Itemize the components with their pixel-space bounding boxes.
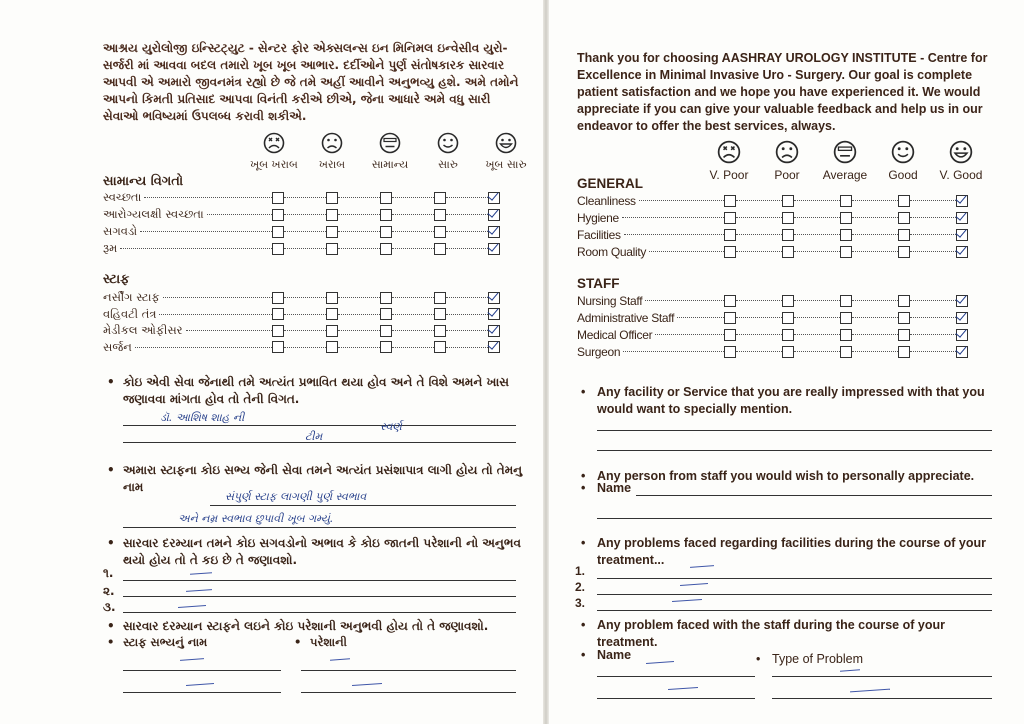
rating-checkbox[interactable] <box>488 243 500 255</box>
rating-checkbox[interactable] <box>782 295 794 307</box>
dotted-leader <box>338 248 380 249</box>
rating-row <box>103 190 500 205</box>
rating-checkbox[interactable] <box>840 229 852 241</box>
pen-mark <box>330 658 350 660</box>
rating-row <box>103 241 500 256</box>
dotted-leader <box>645 300 724 301</box>
rating-checkbox[interactable] <box>724 195 736 207</box>
very-good-face <box>932 140 990 182</box>
rating-checkbox[interactable] <box>380 226 392 238</box>
rating-checkbox[interactable] <box>724 346 736 358</box>
very-poor-face <box>700 140 758 182</box>
poor-face <box>758 140 816 182</box>
dotted-leader <box>446 297 488 298</box>
dotted-leader <box>446 347 488 348</box>
gujarati-question-staff-problem: • સારવાર દરમ્યાન સ્ટાફને લઇને કોઇ પરેશાની અનુભવી હોય તો તે જણાવશો. <box>123 618 523 635</box>
dotted-leader <box>852 251 898 252</box>
row-label: સ્વચ્છતા <box>103 190 142 204</box>
rating-checkbox[interactable] <box>898 246 910 258</box>
answer-line[interactable] <box>123 527 516 528</box>
rating-checkbox[interactable] <box>956 295 968 307</box>
row-label: Hygiene <box>577 210 619 225</box>
rating-row <box>577 227 968 242</box>
bad-face <box>303 132 361 172</box>
answer-line[interactable] <box>123 692 281 693</box>
dotted-leader <box>794 251 840 252</box>
rating-row <box>577 244 968 259</box>
rating-checkbox[interactable] <box>724 295 736 307</box>
english-question-facilities: • Any problems faced regarding facilities during the course of your treatment... <box>597 535 1002 569</box>
dotted-leader <box>338 330 380 331</box>
english-staff-title: STAFF <box>577 276 620 291</box>
dotted-leader <box>910 217 956 218</box>
rating-checkbox[interactable] <box>898 329 910 341</box>
row-label: Medical Officer <box>577 327 653 342</box>
rating-label: V. Poor <box>709 168 749 182</box>
dotted-leader <box>135 347 272 348</box>
dotted-leader <box>120 248 272 249</box>
rating-checkbox[interactable] <box>272 192 284 204</box>
rating-row <box>577 310 968 325</box>
dotted-leader <box>910 300 956 301</box>
answer-line[interactable] <box>772 676 992 677</box>
answer-line[interactable] <box>597 450 992 451</box>
dotted-leader <box>736 217 782 218</box>
rating-row <box>577 344 968 359</box>
rating-checkbox[interactable] <box>488 292 500 304</box>
rating-checkbox[interactable] <box>898 229 910 241</box>
english-page <box>550 0 1024 724</box>
rating-checkbox[interactable] <box>840 329 852 341</box>
pen-mark <box>840 669 860 671</box>
rating-checkbox[interactable] <box>782 346 794 358</box>
rating-label: ખૂબ ખરાબ <box>250 158 298 171</box>
rating-label: Poor <box>774 168 800 182</box>
pen-mark <box>180 658 204 661</box>
dotted-leader <box>910 234 956 235</box>
dotted-leader <box>284 248 326 249</box>
rating-checkbox[interactable] <box>380 243 392 255</box>
rating-checkbox[interactable] <box>434 243 446 255</box>
dotted-leader <box>736 317 782 318</box>
rating-checkbox[interactable] <box>380 308 392 320</box>
dotted-leader <box>446 197 488 198</box>
rating-checkbox[interactable] <box>272 209 284 221</box>
list-number: ૧. <box>103 566 114 580</box>
dotted-leader <box>736 200 782 201</box>
rating-checkbox[interactable] <box>434 292 446 304</box>
rating-checkbox[interactable] <box>488 341 500 353</box>
problem-header: • પરેશાની <box>310 634 347 651</box>
answer-line[interactable] <box>123 580 516 581</box>
dotted-leader <box>392 197 434 198</box>
dotted-leader <box>186 330 272 331</box>
dotted-leader <box>284 347 326 348</box>
good-face <box>874 140 932 182</box>
english-question-impressed: • Any facility or Service that you are really impressed with that you would want to specially mention. <box>597 384 1002 418</box>
dotted-leader <box>392 248 434 249</box>
rating-checkbox[interactable] <box>840 312 852 324</box>
rating-row <box>577 210 968 225</box>
answer-line[interactable] <box>597 698 755 699</box>
dotted-leader <box>736 351 782 352</box>
dotted-leader <box>338 214 380 215</box>
rating-checkbox[interactable] <box>434 325 446 337</box>
answer-line[interactable] <box>123 425 516 426</box>
dotted-leader <box>910 200 956 201</box>
list-number: ૨. <box>103 584 115 598</box>
rating-checkbox[interactable] <box>956 212 968 224</box>
rating-checkbox[interactable] <box>380 292 392 304</box>
dotted-leader <box>392 231 434 232</box>
rating-checkbox[interactable] <box>488 308 500 320</box>
list-number: 3. <box>575 596 586 610</box>
gujarati-staff-title: સ્ટાફ <box>103 272 130 287</box>
pen-mark <box>680 583 708 586</box>
dotted-leader <box>910 317 956 318</box>
handwritten-answer: સ્વર્ણ <box>380 420 402 433</box>
rating-checkbox[interactable] <box>956 346 968 358</box>
dotted-leader <box>338 297 380 298</box>
gujarati-intro: આશ્રય યુરોલોજી ઇન્સ્ટિટ્યુટ - સેન્ટર ફોર એક્સલન્સ ઇન મિનિમલ ઇન્વેસીવ યુરો-સર્જરી માં આવવા બદલ તમારો ખૂબ ખૂબ આભાર. દર્દીઓને પુર્ણ સંતોષકારક સારવાર આપવી એ અમારો જીવનમંત્ર રહ્યો છે જે તમે અહીં આવીને અનુભવ્યુ હશે. અમે તમોને આપનો કિમતી પ્રતિસાદ આપવા વિનંતી કરીએ છીએ, જેના આધારે અમે વધુ સારી સેવાઓ ભવિષ્યમાં ઉપલબ્ધ કરાવી શકીએ. <box>103 41 519 123</box>
rating-checkbox[interactable] <box>380 209 392 221</box>
handwritten-answer: ટીમ <box>305 430 323 443</box>
pen-mark <box>190 572 212 575</box>
gujarati-question-appreciate: • અમારા સ્ટાફના કોઇ સભ્ય જેની સેવા તમને અત્યંત પ્રસંશાપાત્ર લાગી હોય તો તેમનુ નામ <box>123 462 523 496</box>
rating-checkbox[interactable] <box>272 308 284 320</box>
handwritten-answer: અને નમ્ર સ્વભાવ છુપાવી ખૂબ ગમ્યું. <box>178 512 334 525</box>
handwritten-answer: સંપુર્ણ સ્ટાફ લાગણી પુર્ણ સ્વભાવ <box>225 490 367 503</box>
row-label: નર્સીંગ સ્ટાફ <box>103 290 160 304</box>
dotted-leader <box>338 197 380 198</box>
list-number: 2. <box>575 580 586 594</box>
rating-checkbox[interactable] <box>898 295 910 307</box>
rating-label: V. Good <box>939 168 983 182</box>
rating-checkbox[interactable] <box>434 226 446 238</box>
rating-checkbox[interactable] <box>380 325 392 337</box>
answer-line[interactable] <box>597 430 992 431</box>
dotted-leader <box>392 214 434 215</box>
dotted-leader <box>852 300 898 301</box>
dotted-leader <box>736 251 782 252</box>
row-label: સર્જન <box>103 339 132 354</box>
dotted-leader <box>794 317 840 318</box>
dotted-leader <box>852 234 898 235</box>
pen-mark <box>186 589 212 592</box>
row-label: Cleanliness <box>577 193 636 208</box>
answer-line[interactable] <box>772 698 992 699</box>
pen-mark <box>646 661 674 664</box>
row-label: વહિવટી તંત્ર <box>103 306 157 321</box>
list-number: 1. <box>575 564 586 578</box>
row-label: Surgeon <box>577 344 621 359</box>
name-label: • Name <box>597 480 631 497</box>
dotted-leader <box>284 231 326 232</box>
dotted-leader <box>677 317 724 318</box>
rating-row <box>103 290 500 305</box>
rating-checkbox[interactable] <box>898 312 910 324</box>
rating-label: Good <box>888 168 918 182</box>
name-input-line[interactable] <box>636 495 992 496</box>
english-rating-scale <box>700 140 990 182</box>
dotted-leader <box>639 200 724 201</box>
dotted-leader <box>338 314 380 315</box>
very-good-face <box>477 132 535 172</box>
pen-mark <box>668 687 698 690</box>
answer-line[interactable] <box>597 518 992 519</box>
dotted-leader <box>392 314 434 315</box>
dotted-leader <box>284 297 326 298</box>
dotted-leader <box>446 231 488 232</box>
rating-checkbox[interactable] <box>434 308 446 320</box>
very-bad-face <box>245 132 303 172</box>
dotted-leader <box>736 334 782 335</box>
pen-mark <box>178 605 206 608</box>
rating-checkbox[interactable] <box>326 192 338 204</box>
answer-line[interactable] <box>301 670 516 671</box>
rating-checkbox[interactable] <box>488 226 500 238</box>
answer-line[interactable] <box>123 612 516 613</box>
rating-checkbox[interactable] <box>380 192 392 204</box>
pen-mark <box>186 683 214 686</box>
dotted-leader <box>794 351 840 352</box>
rating-checkbox[interactable] <box>956 195 968 207</box>
dotted-leader <box>852 351 898 352</box>
gujarati-question-facilities: • સારવાર દરમ્યાન તમને કોઇ સગવડોનો અભાવ કે કોઇ જાતની પરેશાની નો અનુભવ થયો હોય તો તે કઇ છે તે જણાવશો. <box>123 535 523 569</box>
rating-checkbox[interactable] <box>782 312 794 324</box>
dotted-leader <box>338 347 380 348</box>
answer-line[interactable] <box>597 610 992 611</box>
dotted-leader <box>794 200 840 201</box>
english-intro: Thank you for choosing AASHRAY UROLOGY INSTITUTE - Centre for Excellence in Minimal Invasive Uro - Surgery. Our goal is complete patient satisfaction and we hope you have experienced it. We would appreciate if you can give your valuable feedback and help us in our endeavor to offer the best services, always. <box>577 51 988 133</box>
rating-checkbox[interactable] <box>434 192 446 204</box>
rating-row <box>577 193 968 208</box>
rating-checkbox[interactable] <box>898 346 910 358</box>
rating-label: ખૂબ સારુ <box>485 158 527 171</box>
dotted-leader <box>910 251 956 252</box>
rating-checkbox[interactable] <box>840 295 852 307</box>
rating-checkbox[interactable] <box>488 192 500 204</box>
rating-checkbox[interactable] <box>272 292 284 304</box>
answer-line[interactable] <box>597 676 755 677</box>
dotted-leader <box>392 347 434 348</box>
rating-checkbox[interactable] <box>840 212 852 224</box>
staff-name-header: • Name <box>597 647 631 664</box>
rating-row <box>103 224 500 239</box>
rating-checkbox[interactable] <box>898 195 910 207</box>
rating-row <box>103 207 500 222</box>
rating-row <box>577 327 968 342</box>
row-label: સગવડો <box>103 224 138 238</box>
dotted-leader <box>794 234 840 235</box>
rating-label: Average <box>822 168 868 182</box>
dotted-leader <box>910 334 956 335</box>
rating-checkbox[interactable] <box>434 341 446 353</box>
list-number: ૩. <box>103 600 116 614</box>
dotted-leader <box>622 217 724 218</box>
pen-mark <box>850 689 890 693</box>
rating-checkbox[interactable] <box>724 329 736 341</box>
handwritten-answer: ડૉ. આશિષ શાહ ની <box>160 411 245 424</box>
english-question-staff-problem: • Any problem faced with the staff during the course of your treatment. <box>597 617 1002 651</box>
dotted-leader <box>852 317 898 318</box>
dotted-leader <box>144 197 272 198</box>
rating-checkbox[interactable] <box>956 312 968 324</box>
rating-checkbox[interactable] <box>782 329 794 341</box>
pen-mark <box>352 683 382 686</box>
english-question-appreciate: • Any person from staff you would wish to personally appreciate. <box>597 468 1002 485</box>
gujarati-general-title: સામાન્ય વિગતો <box>103 174 184 189</box>
dotted-leader <box>649 251 724 252</box>
dotted-leader <box>159 314 272 315</box>
rating-checkbox[interactable] <box>956 229 968 241</box>
dotted-leader <box>140 231 272 232</box>
rating-checkbox[interactable] <box>488 209 500 221</box>
row-label: Nursing Staff <box>577 293 643 308</box>
rating-checkbox[interactable] <box>840 246 852 258</box>
problem-type-header: • Type of Problem <box>772 651 863 668</box>
pen-mark <box>672 599 702 602</box>
answer-line[interactable] <box>210 505 516 506</box>
rating-checkbox[interactable] <box>272 243 284 255</box>
dotted-leader <box>736 234 782 235</box>
rating-checkbox[interactable] <box>326 308 338 320</box>
rating-checkbox[interactable] <box>724 312 736 324</box>
row-label: Room Quality <box>577 244 647 259</box>
dotted-leader <box>794 334 840 335</box>
rating-row <box>103 340 500 355</box>
dotted-leader <box>284 214 326 215</box>
rating-row <box>103 323 500 338</box>
row-label: મેડીકલ ઓફીસર <box>103 323 183 337</box>
rating-checkbox[interactable] <box>724 246 736 258</box>
rating-checkbox[interactable] <box>782 212 794 224</box>
dotted-leader <box>446 330 488 331</box>
rating-checkbox[interactable] <box>326 325 338 337</box>
dotted-leader <box>446 214 488 215</box>
gujarati-question-impressed: • કોઇ એવી સેવા જેનાથી તમે અત્યંત પ્રભાવિત થયા હોવ અને તે વિશે અમને ખાસ જણાવવા માંગતા હોવ તો તેની વિગત. <box>123 374 523 408</box>
rating-checkbox[interactable] <box>724 212 736 224</box>
row-label: રૂમ <box>103 241 118 255</box>
rating-checkbox[interactable] <box>326 243 338 255</box>
rating-checkbox[interactable] <box>272 325 284 337</box>
rating-row <box>103 307 500 322</box>
rating-label: સારુ <box>438 158 458 171</box>
dotted-leader <box>910 351 956 352</box>
dotted-leader <box>392 297 434 298</box>
dotted-leader <box>794 300 840 301</box>
rating-row <box>577 293 968 308</box>
rating-checkbox[interactable] <box>326 226 338 238</box>
rating-checkbox[interactable] <box>326 292 338 304</box>
rating-checkbox[interactable] <box>272 341 284 353</box>
neutral-face <box>361 132 419 172</box>
dotted-leader <box>392 330 434 331</box>
rating-checkbox[interactable] <box>782 229 794 241</box>
rating-checkbox[interactable] <box>326 209 338 221</box>
rating-checkbox[interactable] <box>782 195 794 207</box>
rating-checkbox[interactable] <box>380 341 392 353</box>
good-face <box>419 132 477 172</box>
dotted-leader <box>446 248 488 249</box>
dotted-leader <box>736 300 782 301</box>
row-label: આરોગ્યલક્ષી સ્વચ્છતા <box>103 207 204 221</box>
rating-checkbox[interactable] <box>724 229 736 241</box>
rating-checkbox[interactable] <box>272 226 284 238</box>
rating-label: ખરાબ <box>318 158 346 171</box>
dotted-leader <box>852 200 898 201</box>
rating-checkbox[interactable] <box>488 325 500 337</box>
dotted-leader <box>794 217 840 218</box>
rating-label: સામાન્ય <box>371 158 409 171</box>
gujarati-rating-scale <box>245 132 535 172</box>
dotted-leader <box>624 234 724 235</box>
dotted-leader <box>207 214 272 215</box>
dotted-leader <box>623 351 724 352</box>
dotted-leader <box>284 314 326 315</box>
answer-line[interactable] <box>301 692 516 693</box>
row-label: Administrative Staff <box>577 310 675 325</box>
dotted-leader <box>284 197 326 198</box>
answer-line[interactable] <box>123 596 516 597</box>
dotted-leader <box>852 334 898 335</box>
answer-line[interactable] <box>123 670 281 671</box>
dotted-leader <box>284 330 326 331</box>
rating-checkbox[interactable] <box>898 212 910 224</box>
average-face <box>816 140 874 182</box>
dotted-leader <box>446 314 488 315</box>
rating-checkbox[interactable] <box>840 346 852 358</box>
rating-checkbox[interactable] <box>434 209 446 221</box>
english-general-title: GENERAL <box>577 176 644 191</box>
answer-line[interactable] <box>597 594 992 595</box>
rating-checkbox[interactable] <box>840 195 852 207</box>
rating-checkbox[interactable] <box>956 329 968 341</box>
dotted-leader <box>655 334 724 335</box>
answer-line[interactable] <box>597 578 992 579</box>
dotted-leader <box>338 231 380 232</box>
staff-name-header: • સ્ટાફ સભ્યનું નામ <box>123 634 207 651</box>
rating-checkbox[interactable] <box>326 341 338 353</box>
rating-checkbox[interactable] <box>782 246 794 258</box>
row-label: Facilities <box>577 227 621 242</box>
dotted-leader <box>852 217 898 218</box>
dotted-leader <box>163 297 272 298</box>
rating-checkbox[interactable] <box>956 246 968 258</box>
